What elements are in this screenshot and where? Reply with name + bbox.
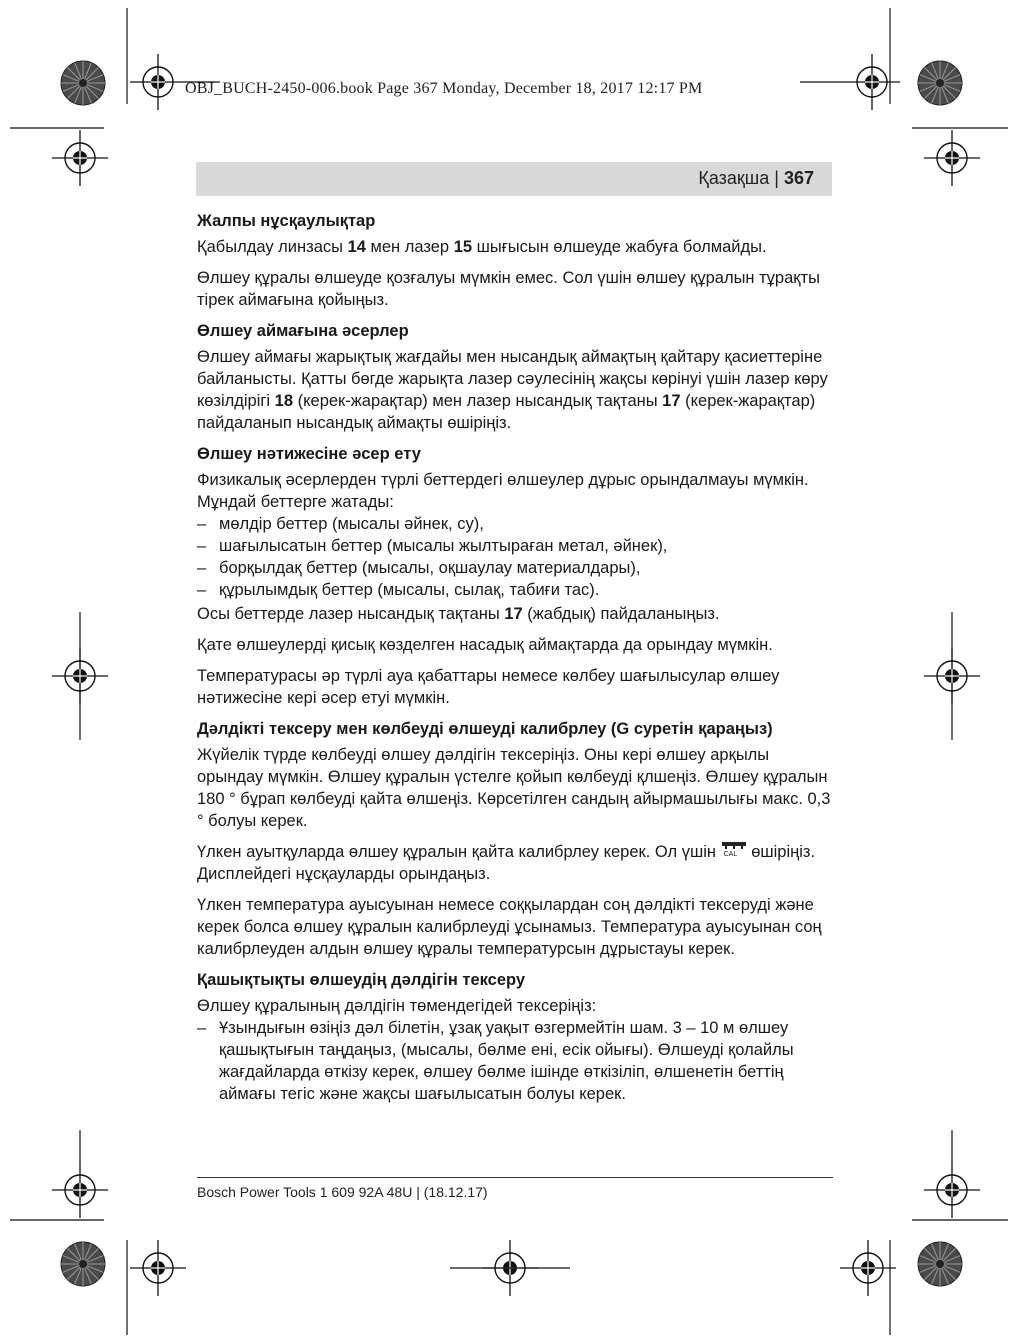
list-item: – борқылдақ беттер (мысалы, оқшаулау материалдары), (197, 557, 833, 579)
paragraph: Қабылдау линзасы 14 мен лазер 15 шығысын өлшеуде жабуға болмайды. (197, 238, 767, 256)
bullet-list (197, 513, 833, 601)
section-title: Өлшеу аймағына әсерлер (197, 322, 409, 340)
paragraph: Қате өлшеулерді қисық көзделген насадық аймақтарда да орындау мүмкін. (197, 636, 773, 654)
paragraph: Осы беттерде лазер нысандық тақтаны 17 (жабдық) пайдаланыңыз. (197, 605, 720, 623)
section-title: Өлшеу нәтижесіне әсер ету (197, 445, 421, 463)
paragraph: Үлкен температура ауысуынан немесе соққылардан соң дәлдікті тексеруді және керек болса өлшеу құралын калибрлеуді ұсынамыз. Температура ауысуынан соң калибрлеуден алдын өлшеу құралы температурсын дұрыстауы керек. (197, 896, 822, 958)
paragraph: Өлшеу құралының дәлдігін төмендегідей тексеріңіз: (197, 997, 597, 1015)
page-footer: Bosch Power Tools 1 609 92A 48U | (18.12.17) (197, 1184, 488, 1200)
list-item: – шағылысатын беттер (мысалы жылтыраған метал, әйнек), (197, 535, 833, 557)
section-title: Қашықтықты өлшеудің дәлдігін тексеру (197, 971, 526, 989)
header-separator: | (774, 168, 779, 188)
language-name: Қазақша (698, 168, 770, 188)
list-item: – мөлдір беттер (мысалы әйнек, су), (197, 513, 833, 535)
section-title: Дәлдікті тексеру мен көлбеуді өлшеуді калибрлеу (G суретін қараңыз) (197, 720, 773, 738)
page-header-label (698, 168, 814, 189)
paragraph: Өлшеу аймағы жарықтық жағдайы мен нысандық аймақтың қайтару қасиеттеріне байланысты. Қатты бөгде жарықта лазер сәулесінің жақсы көрінуі үшін лазер көру көзілдірігі 18 (керек-жарақтар) мен лазер нысандық тақтаны 17 (керек-жарақтар) пайдаланып нысандық аймақты өшіріңіз. (197, 348, 828, 432)
paragraph: Өлшеу құралы өлшеуде қозғалуы мүмкін емес. Сол үшін өлшеу құралын тұрақты тірек аймағына қойыңыз. (197, 269, 820, 309)
list-item: – Ұзындығын өзіңіз дәл білетін, ұзақ уақыт өзгермейтін шам. 3 – 10 м өлшеу қашықтығын таңдаңыз, (мысалы, бөлме ені, есік ойығы). Өлшеуді қолайлы жағдайларда өткізу керек, өлшеу бөлме ішінде өткізіліп, өлшенетін беттің аймағы тегіс және жақсы шағылысатын болуы керек. (197, 1017, 833, 1105)
paragraph: Жүйелік түрде көлбеуді өлшеу дәлдігін тексеріңіз. Оны кері өлшеу арқылы орындау мүмкін. Өлшеу құралын үстелге қойып көлбеуді қлшеңіз. Өлшеу құралын 180 ° бұрап көлбеуді қайта өлшеңіз. Көрсетілген сандың айырмашылығы макс. 0,3 ° болуы керек. (197, 746, 831, 830)
page-number: 367 (783, 168, 814, 188)
paragraph: Температурасы әр түрлі ауа қабаттары немесе көлбеу шағылысулар өлшеу нәтижесіне кері әсер етуі мүмкін. (197, 667, 780, 707)
print-file-header: OBJ_BUCH-2450-006.book Page 367 Monday, December 18, 2017 12:17 PM (185, 80, 703, 97)
page-header-bar (196, 162, 832, 196)
section-title: Жалпы нұсқаулықтар (197, 212, 376, 230)
paragraph: Физикалық әсерлерден түрлі беттердегі өлшеулер дұрыс орындалмауы мүмкін. Мұндай беттерге жатады: (197, 471, 809, 511)
page-body (197, 210, 833, 1107)
calibration-icon (721, 841, 747, 861)
calibration-icon-label: CAL (723, 851, 738, 858)
bullet-list (197, 1017, 833, 1105)
list-item: – құрылымдық беттер (мысалы, сылақ, табиғи тас). (197, 579, 833, 601)
footer-rule (197, 1177, 833, 1178)
paragraph: Үлкен ауытқуларда өлшеу құралын қайта калибрлеу керек. Ол үшін CAL өшіріңіз. Дисплейдегі нұсқауларды орындаңыз. (197, 843, 816, 883)
